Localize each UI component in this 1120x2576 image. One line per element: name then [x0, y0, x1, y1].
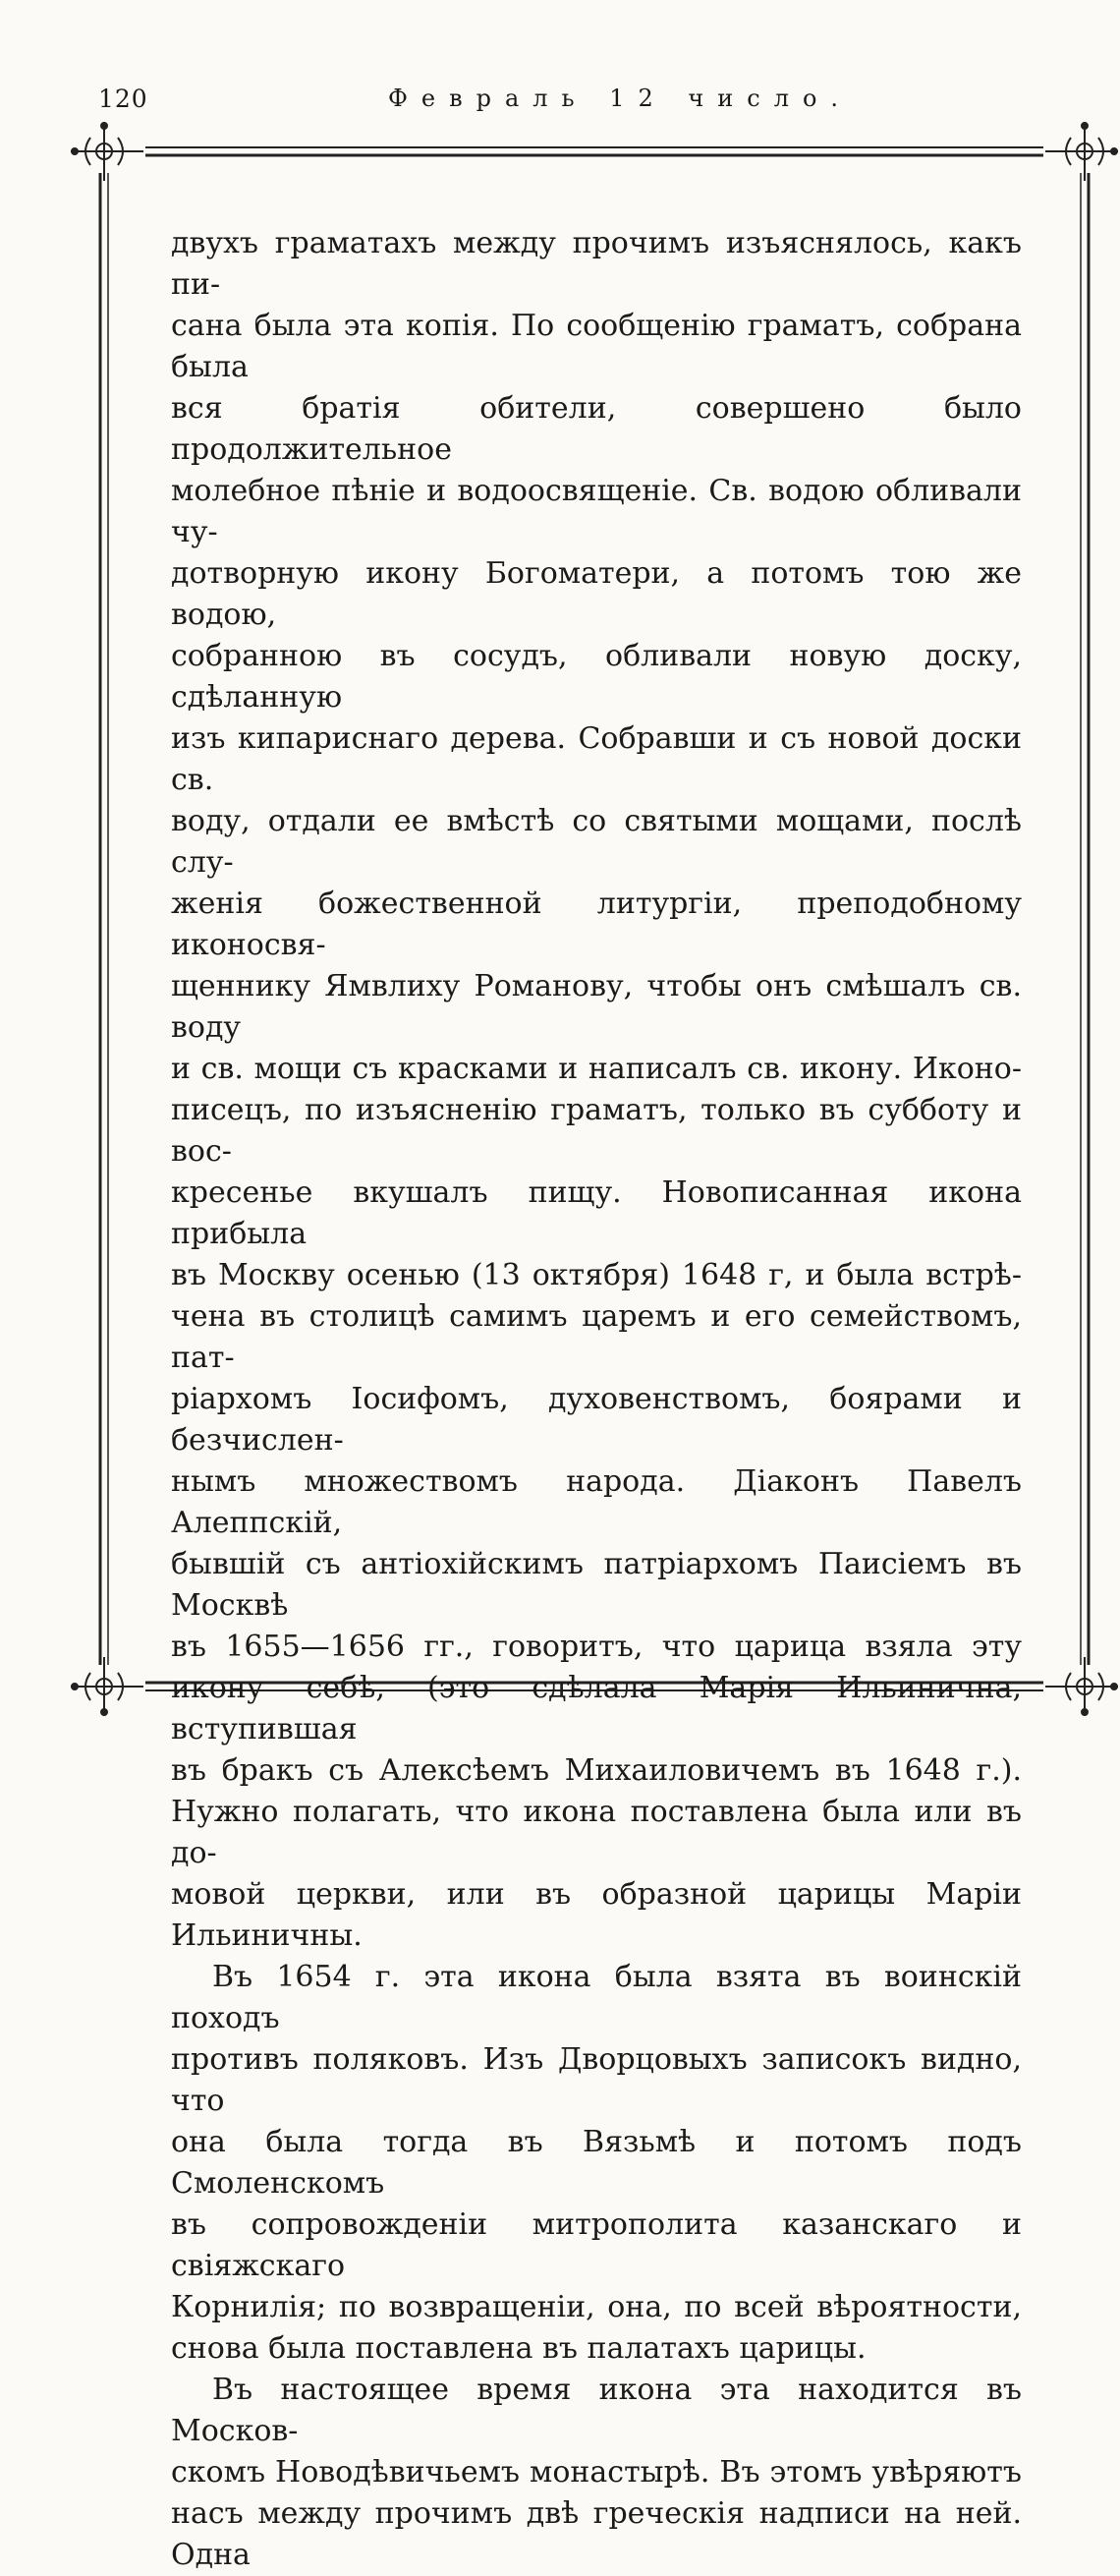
- text-line: нымъ множествомъ народа. Діаконъ Павелъ Алеппскій,: [171, 1464, 1022, 1540]
- corner-ornament-top-right: [1045, 122, 1118, 181]
- text-line: молебное пѣніе и водоосвященіе. Св. водою обливали чу-: [171, 474, 1022, 549]
- corner-ornament-top-left: [71, 122, 143, 181]
- text-line: она была тогда въ Вязьмѣ и потомъ подъ Смоленскомъ: [171, 2125, 1022, 2201]
- text-line: мовой церкви, или въ образной царицы Маріи Ильиничны.: [171, 1877, 1022, 1953]
- text-line: писецъ, по изъясненію граматъ, только въ субботу и вос-: [171, 1093, 1022, 1169]
- running-head: Февраль 12 число.: [388, 85, 853, 112]
- text-line: и св. мощи съ красками и написалъ св. икону. Иконо-: [171, 1052, 1022, 1086]
- text-line: бывшій съ антіохійскимъ патріархомъ Паисіемъ въ Москвѣ: [171, 1547, 1022, 1623]
- text-line: Въ настоящее время икона эта находится въ Москов-: [171, 2373, 1022, 2448]
- text-line: въ Москву осенью (13 октября) 1648 г, и была встрѣ-: [171, 1258, 1022, 1292]
- body-text: [171, 223, 1022, 2576]
- text-line: изъ кипариснаго дерева. Собравши и съ новой доски св.: [171, 721, 1022, 797]
- text-line: кресенье вкушалъ пищу. Новописанная икона прибыла: [171, 1175, 1022, 1251]
- text-line: чена въ столицѣ самимъ царемъ и его семействомъ, пат-: [171, 1299, 1022, 1375]
- text-line: Въ 1654 г. эта икона была взята въ воинскій походъ: [171, 1960, 1022, 2035]
- text-line: Нужно полагать, что икона поставлена была или въ до-: [171, 1795, 1022, 1870]
- text-line: собранною въ сосудъ, обливали новую доску, сдѣланную: [171, 639, 1022, 715]
- corner-ornament-bottom-left: [71, 1657, 143, 1716]
- text-line: воду, отдали ее вмѣстѣ со святыми мощами, послѣ слу-: [171, 804, 1022, 880]
- text-line: Корнилія; по возвращеніи, она, по всей вѣроятности,: [171, 2290, 1022, 2324]
- text-line: ріархомъ Іосифомъ, духовенствомъ, боярами и безчислен-: [171, 1382, 1022, 1458]
- corner-ornament-bottom-right: [1045, 1657, 1118, 1716]
- text-line: сана была эта копія. По сообщенію граматъ, собрана была: [171, 309, 1022, 384]
- text-line: вся братія обители, совершено было продолжительное: [171, 391, 1022, 467]
- text-line: въ 1655—1656 гг., говоритъ, что царица взяла эту: [171, 1630, 1022, 1664]
- page-number: 120: [98, 85, 148, 113]
- text-line: противъ поляковъ. Изъ Дворцовыхъ записокъ видно, что: [171, 2042, 1022, 2118]
- text-line: въ бракъ съ Алексѣемъ Михаиловичемъ въ 1648 г.).: [171, 1753, 1022, 1788]
- text-line: щеннику Ямвлиху Романову, чтобы онъ смѣшалъ св. воду: [171, 969, 1022, 1045]
- text-line: женія божественной литургіи, преподобному иконосвя-: [171, 887, 1022, 962]
- text-line: скомъ Новодѣвичьемъ монастырѣ. Въ этомъ увѣряютъ: [171, 2455, 1022, 2490]
- text-line: насъ между прочимъ двѣ греческія надписи на ней. Одна: [171, 2496, 1022, 2572]
- text-line: снова была поставлена въ палатахъ царицы.: [171, 2331, 867, 2366]
- text-line: дотворную икону Богоматери, а потомъ тою же водою,: [171, 556, 1022, 632]
- text-line: икону себѣ, (это сдѣлала Марія Ильинична, вступившая: [171, 1671, 1022, 1746]
- text-line: въ сопровожденіи митрополита казанскаго и свіяжскаго: [171, 2207, 1022, 2283]
- text-line: двухъ граматахъ между прочимъ изъяснялось, какъ пи-: [171, 226, 1022, 302]
